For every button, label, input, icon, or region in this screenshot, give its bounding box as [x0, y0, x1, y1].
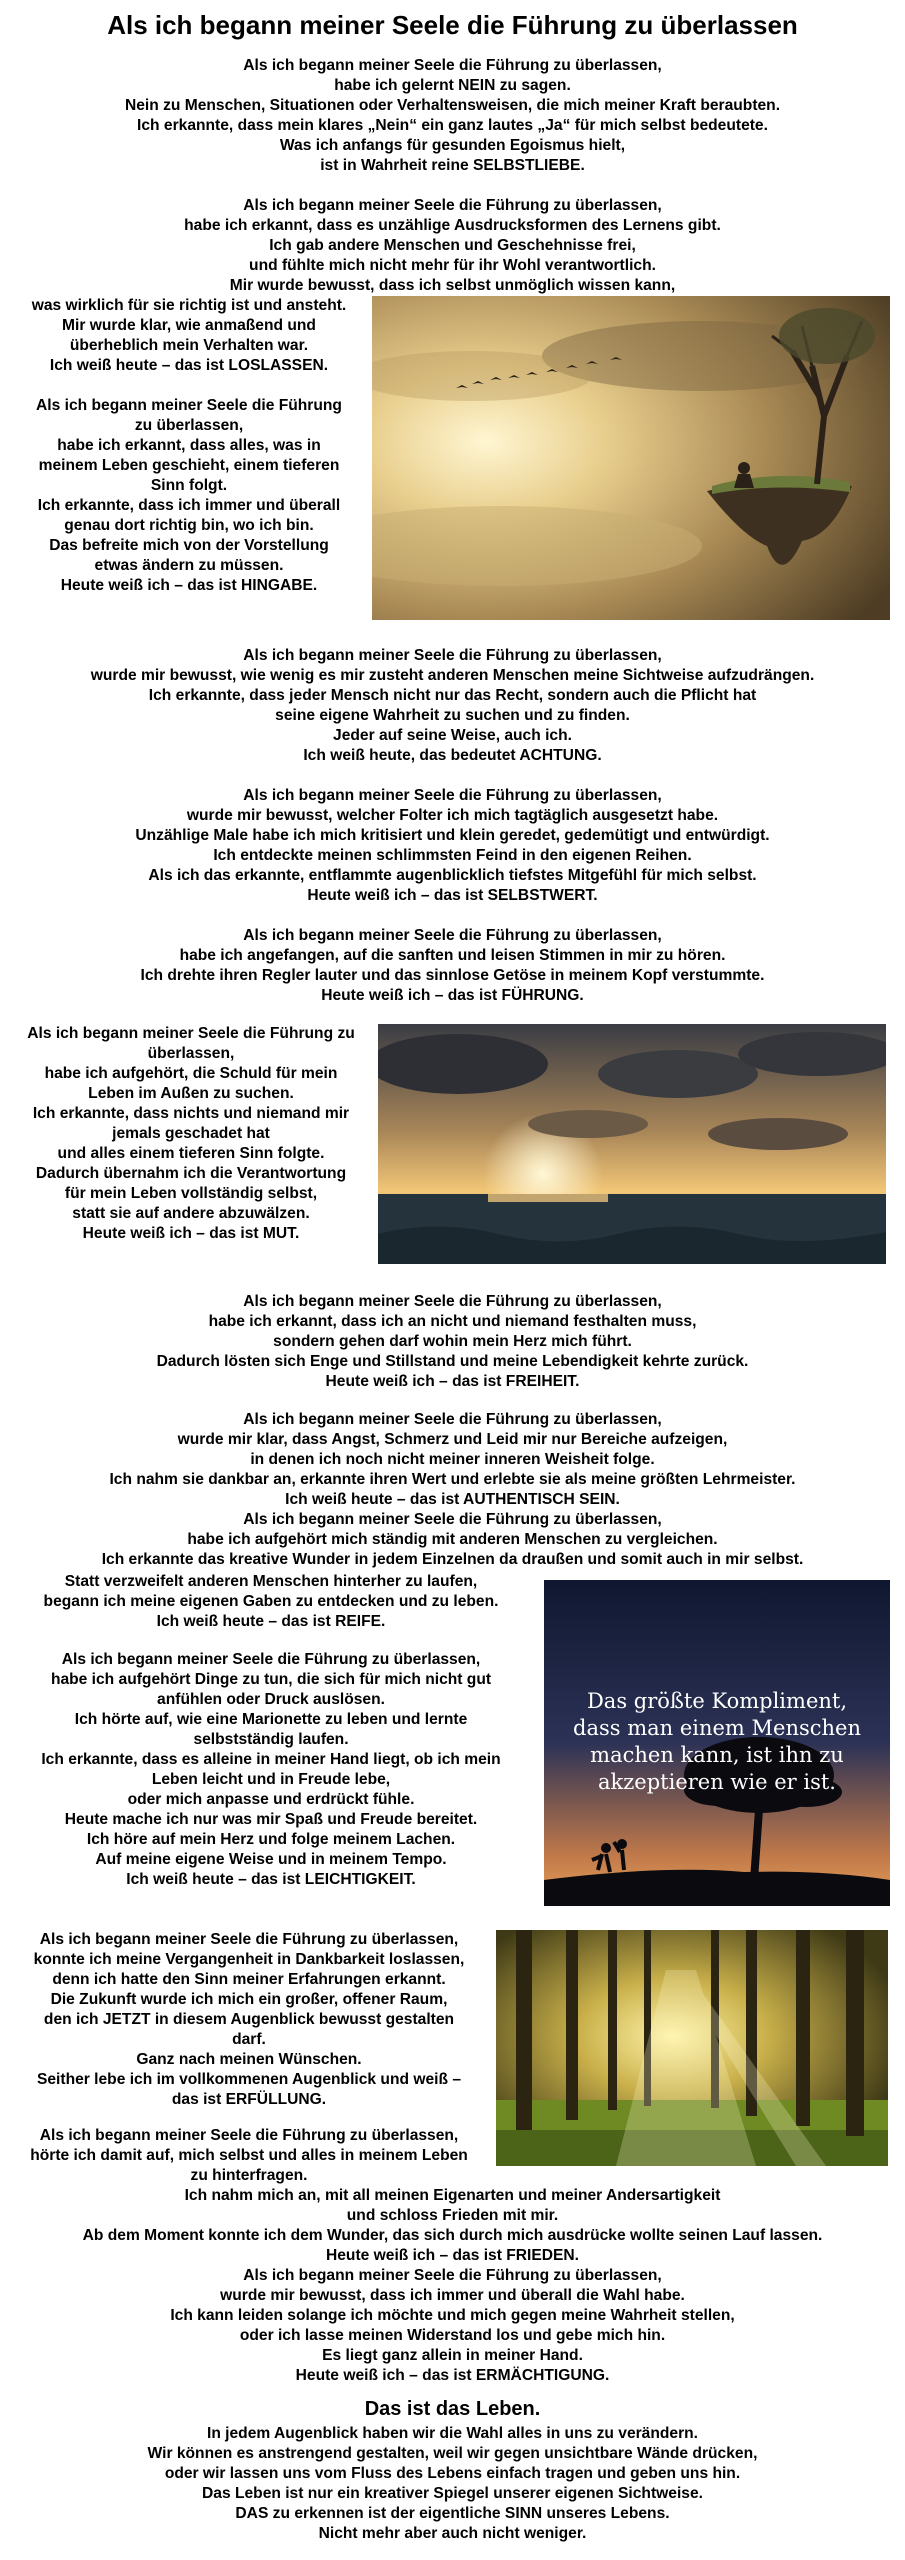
poem-stanza: Als ich begann meiner Seele die Führung zu überlassen, habe ich erkannt, dass es unzählige Ausdrucksformen des Lernens gibt. Ich gab andere Menschen und Geschehnisse frei, und fühlte mich nicht mehr für ihr Wohl verantwortlich. Mir wurde bewusst, dass ich selbst unmöglich wissen kann,	[184, 197, 721, 294]
quote-text: Das größte Kompliment, dass man einem Menschen machen kann, ist ihn zu akzeptieren wie er ist.	[573, 1689, 861, 1794]
sea-sunset-image	[378, 1024, 886, 1264]
poem-stanza: Als ich begann meiner Seele die Führung zu überlassen, habe ich aufgehört, die Schuld für mein Leben im Außen zu suchen. Ich erkannte, dass nichts und niemand mir jemals geschadet hat und alles einem tieferen Sinn folgte. Dadurch übernahm ich die Verantwortung für mein Leben vollständig selbst, statt sie auf andere abzuwälzen. Heute weiß ich – das ist MUT.	[27, 1025, 355, 1242]
poem-stanza: Als ich begann meiner Seele die Führung zu überlassen, habe ich aufgehört Dinge zu tun, die sich für mich nicht gut anfühlen oder Druck auslösen. Ich hörte auf, wie eine Marionette zu leben und lernte selbstständig laufen. Ich erkannte, dass es alleine in meiner Hand liegt, ob ich mein Leben leicht und in Freude lebe, oder mich anpasse und erdrückt fühle. Heute mache ich nur was mir Spaß und Freude bereitet. Ich höre auf mein Herz und folge meinem Lachen. Auf meine eigene Weise und in meinem Tempo. Ich weiß heute – das ist LEICHTIGKEIT.	[41, 1651, 501, 1888]
poem-stanza: Als ich begann meiner Seele die Führung zu überlassen, wurde mir klar, dass Angst, Schmerz und Leid mir nur Bereiche aufzeigen, in denen ich noch nicht meiner inneren Weisheit folge. Ich nahm sie dankbar an, erkannte ihren Wert und erlebte sie als meine größten Lehrmeister. Ich weiß heute – das ist AUTHENTISCH SEIN. Als ich begann meiner Seele die Führung zu überlassen, habe ich aufgehört mich ständig mit anderen Menschen zu vergleichen. Ich erkannte das kreative Wunder in jedem Einzelnen da draußen und somit auch in mir selbst.	[101, 1411, 804, 1568]
poem-stanza: Als ich begann meiner Seele die Führung zu überlassen, wurde mir bewusst, wie wenig es mir zusteht anderen Menschen meine Sichtweise aufzudrängen. Ich erkannte, dass jeder Mensch nicht nur das Recht, sondern auch die Pflicht hat seine eigene Wahrheit zu suchen und zu finden. Jeder auf seine Weise, auch ich. Ich weiß heute, das bedeutet ACHTUNG.	[90, 647, 815, 764]
poem-stanza: Als ich begann meiner Seele die Führung zu überlassen, habe ich erkannt, dass ich an nicht und niemand festhalten muss, sondern gehen darf wohin mein Herz mich führt. Dadurch lösten sich Enge und Stillstand und meine Lebendigkeit kehrte zurück. Heute weiß ich – das ist FREIHEIT.	[156, 1293, 749, 1390]
closing-heading: Das ist das Leben.	[364, 2398, 541, 2420]
floating-island-image	[372, 296, 890, 620]
poem-stanza: Als ich begann meiner Seele die Führung zu überlassen, wurde mir bewusst, welcher Folter ich mich tagtäglich ausgesetzt habe. Unzählige Male habe ich mich kritisiert und klein geredet, gedemütigt und entwürdigt. Ich entdeckte meinen schlimmsten Feind in den eigenen Reihen. Als ich das erkannte, entflammte augenblicklich tiefstes Mitgefühl für mich selbst. Heute weiß ich – das ist SELBSTWERT.	[135, 787, 770, 904]
poem-stanza: Als ich begann meiner Seele die Führung zu überlassen, habe ich angefangen, auf die sanften und leisen Stimmen in mir zu hören. Ich drehte ihren Regler lauter und das sinnlose Getöse in meinem Kopf verstummte. Heute weiß ich – das ist FÜHRUNG.	[140, 927, 765, 1004]
poem-stanza: Statt verzweifelt anderen Menschen hinterher zu laufen, begann ich meine eigenen Gaben zu entdecken und zu leben. Ich weiß heute – das ist REIFE.	[43, 1573, 499, 1630]
closing-stanza: In jedem Augenblick haben wir die Wahl alles in uns zu verändern. Wir können es anstrengend gestalten, weil wir gegen unsichtbare Wände drücken, oder wir lassen uns vom Fluss des Lebens einfach tragen und geben uns hin. Das Leben ist nur ein kreativer Spiegel unserer eigenen Sichtweise. DAS zu erkennen ist der eigentliche SINN unseres Lebens. Nicht mehr aber auch nicht weniger.	[147, 2425, 758, 2542]
poem-stanza: Als ich begann meiner Seele die Führung zu überlassen, hörte ich damit auf, mich selbst und alles in meinem Leben zu hinterfragen.	[30, 2127, 468, 2184]
forest-image	[496, 1930, 888, 2166]
poem-stanza: Als ich begann meiner Seele die Führung zu überlassen, habe ich erkannt, dass alles, was in meinem Leben geschieht, einem tieferen Sinn folgt. Ich erkannte, dass ich immer und überall genau dort richtig bin, wo ich bin. Das befreite mich von der Vorstellung etwas ändern zu müssen. Heute weiß ich – das ist HINGABE.	[36, 397, 342, 594]
poem-stanza: Als ich begann meiner Seele die Führung zu überlassen, konnte ich meine Vergangenheit in Dankbarkeit loslassen, denn ich hatte den Sinn meiner Erfahrungen erkannt. Die Zukunft wurde ich mich ein großer, offener Raum, den ich JETZT in diesem Augenblick bewusst gestalten darf. Ganz nach meinen Wünschen. Seither lebe ich im vollkommenen Augenblick und weiß – das ist ERFÜLLUNG.	[33, 1931, 465, 2108]
quote-tree-image	[544, 1580, 890, 1906]
poem-stanza: was wirklich für sie richtig ist und ansteht. Mir wurde klar, wie anmaßend und überheblich mein Verhalten war. Ich weiß heute – das ist LOSLASSEN.	[31, 297, 347, 374]
poem-stanza: Ich nahm mich an, mit all meinen Eigenarten und meiner Andersartigkeit und schloss Frieden mit mir. Ab dem Moment konnte ich dem Wunder, das sich durch mich ausdrücke wollte seinen Lauf lassen. Heute weiß ich – das ist FRIEDEN. Als ich begann meiner Seele die Führung zu überlassen, wurde mir bewusst, dass ich immer und überall die Wahl habe. Ich kann leiden solange ich möchte und mich gegen meine Wahrheit stellen, oder ich lasse meinen Widerstand los und gebe mich hin. Es liegt ganz allein in meiner Hand. Heute weiß ich – das ist ERMÄCHTIGUNG.	[82, 2187, 823, 2384]
page-title: Als ich begann meiner Seele die Führung zu überlassen	[107, 10, 798, 40]
poem-stanza: Als ich begann meiner Seele die Führung zu überlassen, habe ich gelernt NEIN zu sagen. Nein zu Menschen, Situationen oder Verhaltensweisen, die mich meiner Kraft beraubten. Ich erkannte, dass mein klares „Nein“ ein ganz lautes „Ja“ für mich selbst bedeutete. Was ich anfangs für gesunden Egoismus hielt, ist in Wahrheit reine SELBSTLIEBE.	[124, 57, 781, 174]
